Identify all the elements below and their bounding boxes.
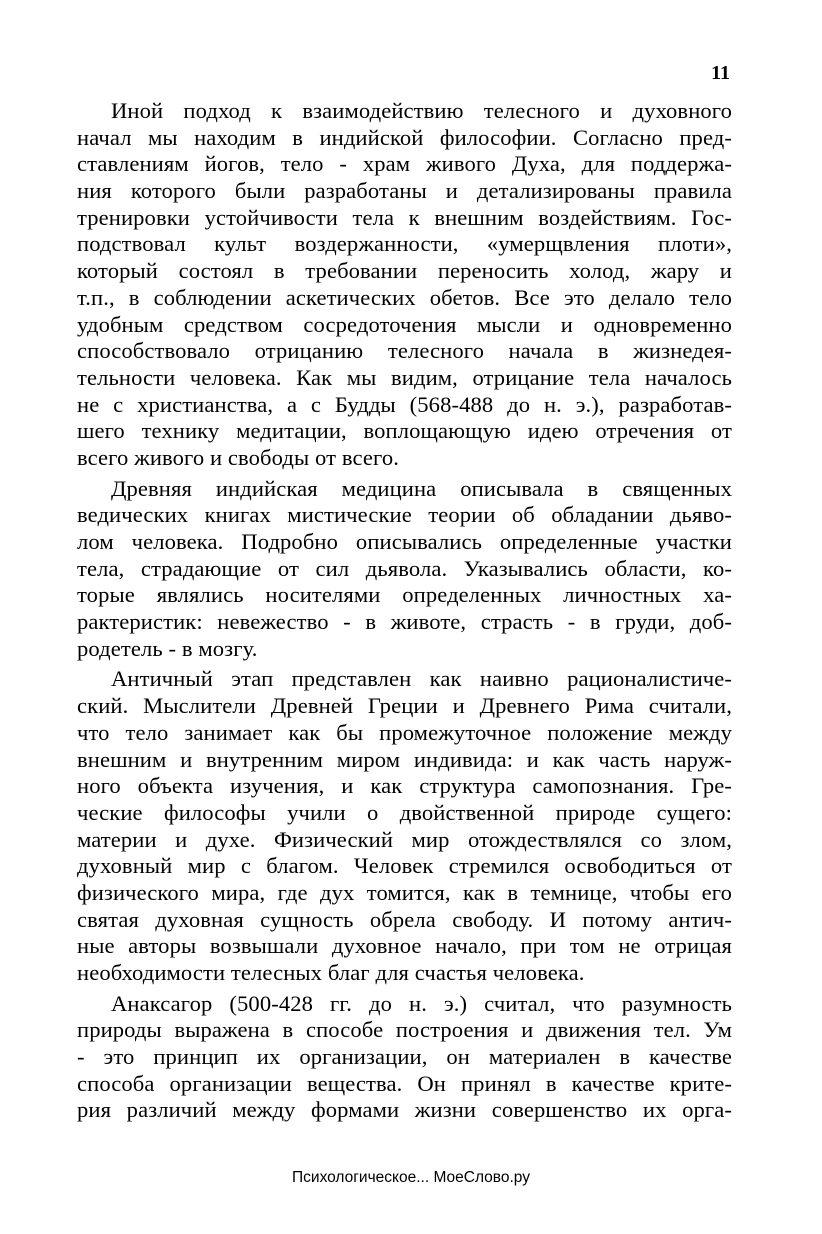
text-line: материи и духе. Физический мир отождествлялся со злом,	[77, 826, 732, 852]
text-line: способствовало отрицанию телесного начала в жизнедея-	[77, 338, 732, 364]
page-number: 11	[711, 62, 730, 84]
text-line: ные авторы возвышали духовное начало, при том не отрицая	[77, 933, 732, 959]
paragraph	[77, 991, 732, 1124]
paragraph	[77, 666, 732, 986]
text-line: святая духовная сущность обрела свободу. И потому антич-	[77, 906, 732, 932]
text-line: лом человека. Подробно описывались определенные участки	[77, 529, 732, 554]
text-line: т.п., в соблюдении аскетических обетов. Все это делало тело	[77, 284, 732, 310]
text-line: шего технику медитации, воплощающую идею отречения от	[77, 418, 732, 444]
body-text	[77, 98, 732, 1128]
text-line: рия различий между формами жизни совершенство их орга-	[77, 1097, 732, 1123]
text-line: - это принцип их организации, он материален в качестве	[77, 1044, 732, 1070]
text-line: ного объекта изучения, и как структура самопознания. Гре-	[77, 773, 732, 799]
text-line: ведических книгах мистические теории об обладании дьяво-	[77, 502, 732, 528]
text-line: тельности человека. Как мы видим, отрицание тела началось	[77, 364, 732, 390]
text-line: ния которого были разработаны и детализированы правила	[77, 178, 732, 204]
text-line: удобным средством сосредоточения мысли и одновременно	[77, 311, 732, 337]
text-line: что тело занимает как бы промежуточное положение между	[77, 719, 732, 745]
text-line: родетель - в мозгу.	[77, 635, 258, 661]
paragraph	[77, 98, 732, 472]
text-line: ставлениям йогов, тело - храм живого Духа, для поддержа-	[77, 151, 732, 177]
text-line: внешним и внутренним миром индивида: и как часть наруж-	[77, 746, 732, 772]
text-line: торые являлись носителями определенных личностных ха-	[77, 582, 732, 608]
text-line: способа организации вещества. Он принял в качестве крите-	[77, 1070, 732, 1096]
text-line: который состоял в требовании переносить холод, жару и	[77, 258, 732, 284]
text-line: начал мы находим в индийской философии. Согласно пред-	[77, 124, 732, 150]
text-line: ский. Мыслители Древней Греции и Древнего Рима считали,	[77, 693, 732, 719]
text-line: физического мира, где дух томится, как в темнице, чтобы его	[77, 879, 732, 905]
text-line: ческие философы учили о двойственной природе сущего:	[77, 799, 732, 825]
text-line: рактеристик: невежество - в животе, страсть - в груди, доб-	[77, 609, 732, 635]
text-line: всего живого и свободы от всего.	[77, 444, 399, 470]
text-line: тренировки устойчивости тела к внешним воздействиям. Гос-	[77, 204, 732, 230]
paragraph	[77, 476, 732, 663]
text-line: тела, страдающие от сил дьявола. Указывались области, ко-	[77, 555, 732, 581]
text-line: необходимости телесных благ для счастья человека.	[77, 960, 585, 985]
text-line: подствовал культ воздержанности, «умерщвления плоти»,	[77, 231, 732, 257]
text-line: Античный этап представлен как наивно рационалистиче-	[111, 666, 732, 692]
text-line: Анаксагор (500-428 гг. до н. э.) считал, что разумность	[111, 990, 732, 1016]
text-line: Древняя индийская медицина описывала в священных	[111, 475, 732, 501]
text-line: не с христианства, а с Будды (568-488 до н. э.), разработав-	[77, 391, 732, 417]
footer-source: Психологическое... МоеСлово.ру	[292, 1169, 530, 1186]
text-line: духовный мир с благом. Человек стремился освободиться от	[77, 853, 732, 879]
text-line: природы выражена в способе построения и движения тел. Ум	[77, 1017, 732, 1043]
text-line: Иной подход к взаимодействию телесного и духовного	[111, 98, 732, 123]
